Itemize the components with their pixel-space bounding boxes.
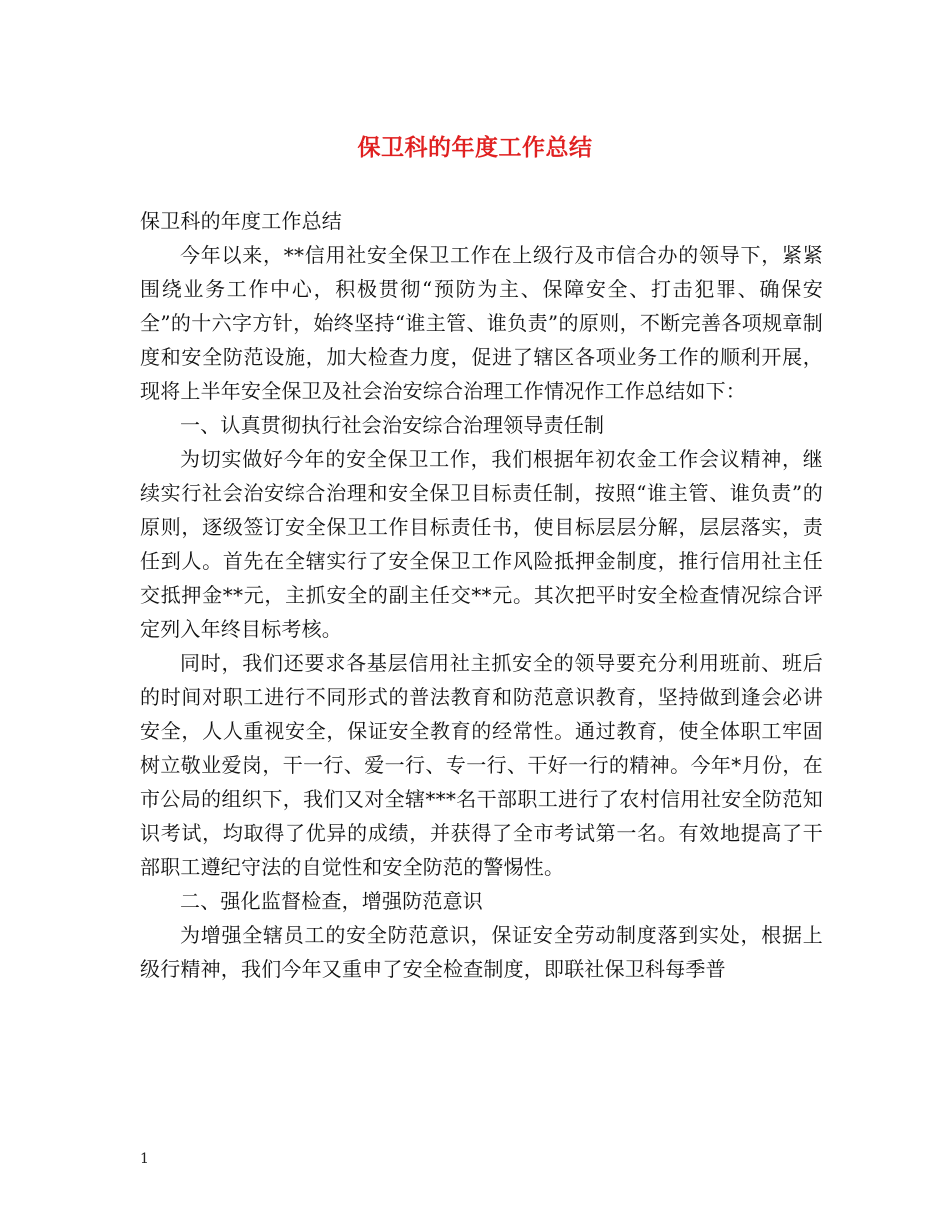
paragraph-intro: 今年以来，**信用社安全保卫工作在上级行及市信合办的领导下，紧紧围绕业务工作中心，积极贯彻“预防为主、保障安全、打击犯罪、确保安全”的十六字方针，始终坚持“谁主管、谁负责”的原则，不断完善各项规章制度和安全防范设施，加大检查力度，促进了辖区各项业务工作的顺利开展，现将上半年安全保卫及社会治安综合治理工作情况作工作总结如下： bbox=[140, 243, 823, 403]
document-title: 保卫科的年度工作总结 bbox=[357, 134, 593, 161]
section-heading-2: 二、强化监督检查，增强防范意识 bbox=[180, 889, 483, 913]
paragraph-section-1: 为切实做好今年的安全保卫工作，我们根据年初农金工作会议精神，继续实行社会治安综合治理和安全保卫目标责任制，按照“谁主管、谁负责”的原则，逐级签订安全保卫工作目标责任书，使目标层层分解，层层落实，责任到人。首先在全辖实行了安全保卫工作风险抵押金制度，推行信用社主任交抵押金**元，主抓安全的副主任交**元。其次把平时安全检查情况综合评定列入年终目标考核。 bbox=[140, 447, 823, 641]
paragraph-heading: 保卫科的年度工作总结 bbox=[140, 209, 342, 233]
paragraph-section-2: 为增强全辖员工的安全防范意识，保证安全劳动制度落到实处，根据上级行精神，我们今年又重申了安全检查制度，即联社保卫科每季普 bbox=[140, 923, 823, 981]
section-heading-1: 一、认真贯彻执行社会治安综合治理领导责任制 bbox=[180, 413, 605, 437]
document-body bbox=[140, 204, 823, 986]
page-number: 1 bbox=[140, 1151, 149, 1167]
paragraph-section-1b: 同时，我们还要求各基层信用社主抓安全的领导要充分利用班前、班后的时间对职工进行不同形式的普法教育和防范意识教育，坚持做到逢会必讲安全，人人重视安全，保证安全教育的经常性。通过教育，使全体职工牢固树立敬业爱岗，干一行、爱一行、专一行、干好一行的精神。今年*月份，在市公局的组织下，我们又对全辖***名干部职工进行了农村信用社安全防范知识考试，均取得了优异的成绩，并获得了全市考试第一名。有效地提高了干部职工遵纪守法的自觉性和安全防范的警惕性。 bbox=[140, 651, 823, 879]
